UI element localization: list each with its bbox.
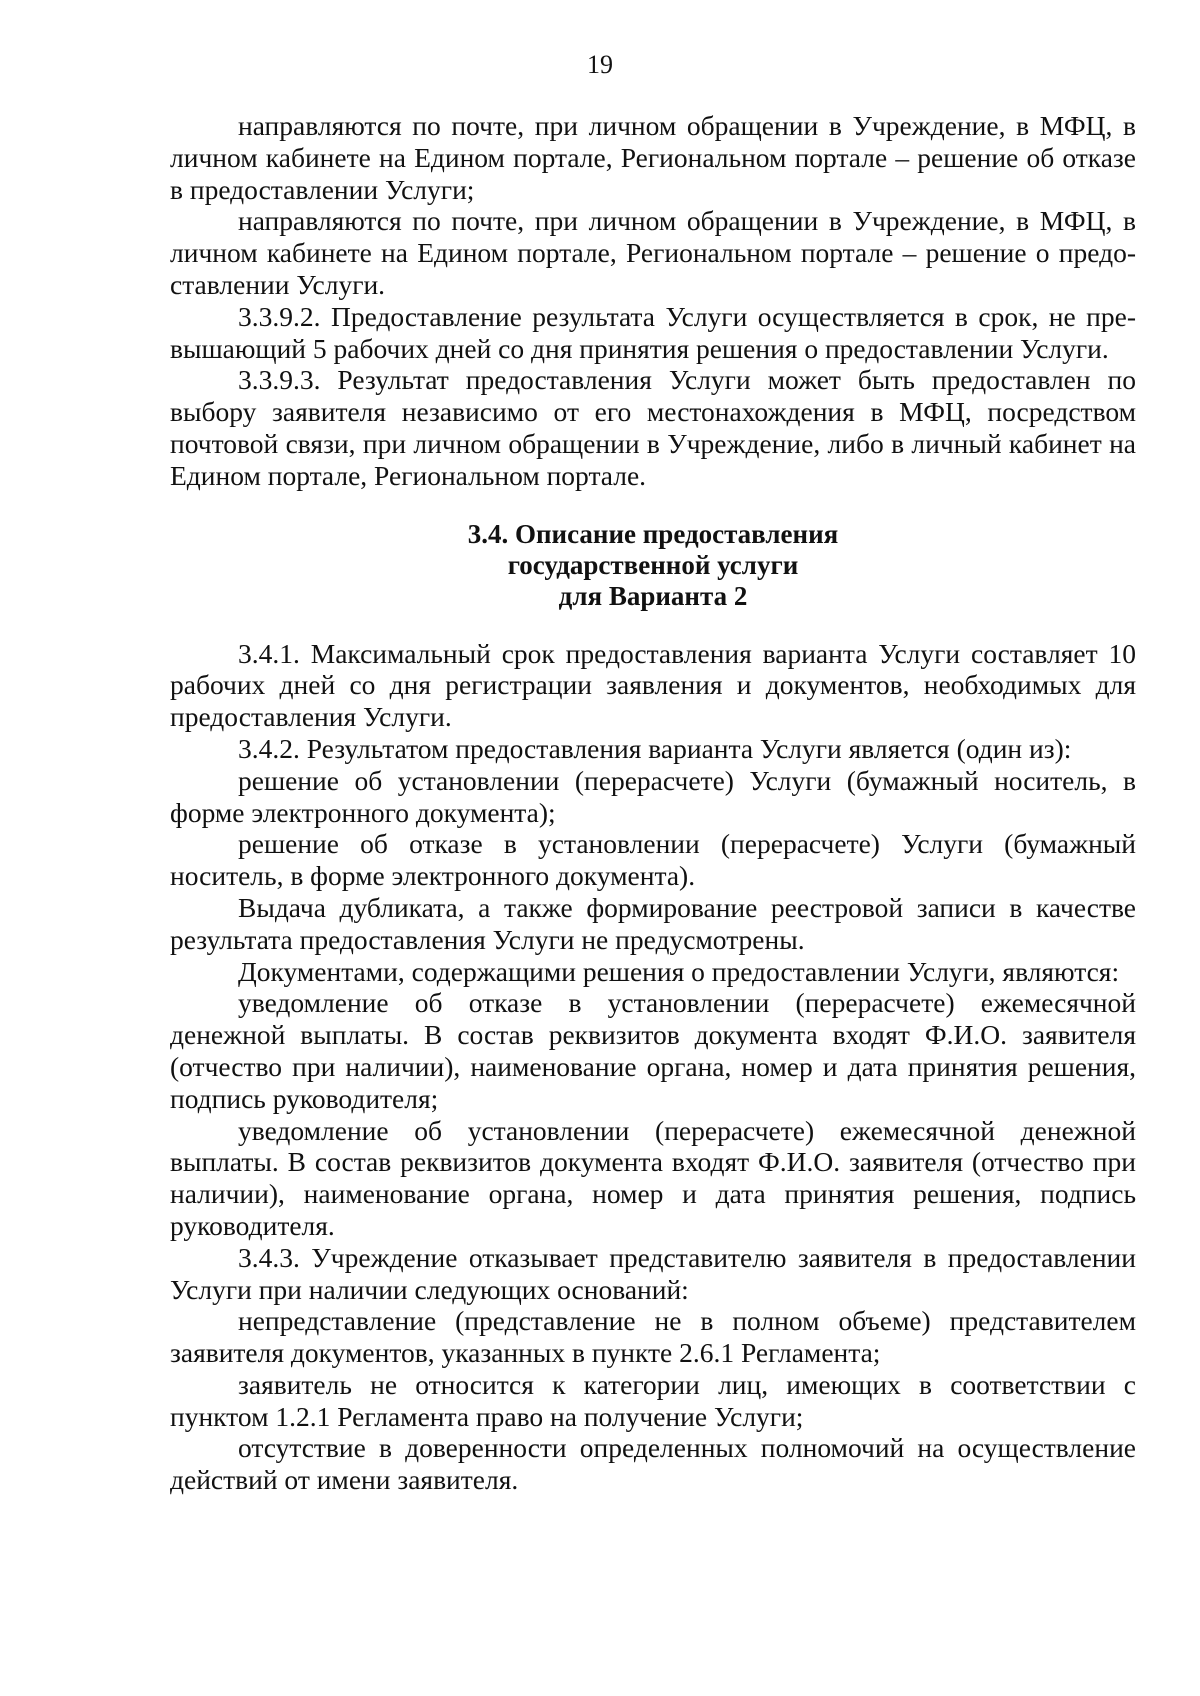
paragraph: направляются по почте, при личном обращении в Учреждение, в МФЦ, в личном кабинете на Едином портале, Региональном портале – решение о предоставлении Услуги. xyxy=(170,205,1136,300)
paragraph: 3.4.2. Результатом предоставления варианта Услуги является (один из): xyxy=(238,732,1072,764)
paragraph: 3.3.9.3. Результат предоставления Услуги может быть предоставлен по выбору заявителя независимо от его местонахождения в МФЦ, посредством почтовой связи, при личном обращении в Учреждение, либо в личный кабинет на Едином портале, Региональном портале. xyxy=(170,364,1136,491)
paragraph: отсутствие в доверенности определенных полномочий на осуществление действий от имени заявителя. xyxy=(170,1432,1136,1496)
paragraph: 3.3.9.2. Предоставление результата Услуги осуществляется в срок, не превышающий 5 рабочих дней со дня принятия решения о предоставлении Услуги. xyxy=(170,300,1136,364)
paragraph: решение об установлении (перерасчете) Услуги (бумажный носитель, в форме электронного документа); xyxy=(170,764,1136,828)
paragraph: Документами, содержащими решения о предоставлении Услуги, являются: xyxy=(238,955,1120,987)
paragraph: непредставление (представление не в полном объеме) представителем заявителя документов, указанных в пункте 2.6.1 Регламента; xyxy=(170,1305,1136,1369)
page-number: 19 xyxy=(587,50,613,79)
heading-line: для Варианта 2 xyxy=(558,580,748,611)
paragraph: Выдача дубликата, а также формирование реестровой записи в качестве результата предоставления Услуги не предусмотрены. xyxy=(170,891,1136,955)
paragraph: уведомление об отказе в установлении (перерасчете) ежемесячной денежной выплаты. В состав реквизитов документа входят Ф.И.О. заявителя (отчество при наличии), наименование органа, номер и дата принятия решения, подпись руководителя; xyxy=(170,987,1136,1114)
paragraph: 3.4.1. Максимальный срок предоставления варианта Услуги составляет 10 рабочих дней со дня регистрации заявления и документов, необходимых для предоставления Услуги. xyxy=(170,637,1136,733)
heading-line: государственной услуги xyxy=(507,549,799,580)
paragraph: решение об отказе в установлении (перерасчете) Услуги (бумажный носитель, в форме электронного документа). xyxy=(170,828,1136,892)
document-body xyxy=(170,110,1136,1496)
paragraph: заявитель не относится к категории лиц, имеющих в соответствии с пунктом 1.2.1 Регламента право на получение Услуги; xyxy=(170,1368,1136,1432)
paragraph: 3.4.3. Учреждение отказывает представителю заявителя в предоставлении Услуги при наличии следующих оснований: xyxy=(170,1241,1136,1305)
section-heading xyxy=(170,519,1136,612)
heading-line: 3.4. Описание предоставления xyxy=(467,518,839,549)
paragraph: уведомление об установлении (перерасчете) ежемесячной денежной выплаты. В состав реквизитов документа входят Ф.И.О. заявителя (отчество при наличии), наименование органа, номер и дата принятия решения, подпись руководителя. xyxy=(170,1114,1136,1241)
paragraph: направляются по почте, при личном обращении в Учреждение, в МФЦ, в личном кабинете на Едином портале, Региональном портале – решение об отказе в предоставлении Услуги; xyxy=(170,110,1136,205)
